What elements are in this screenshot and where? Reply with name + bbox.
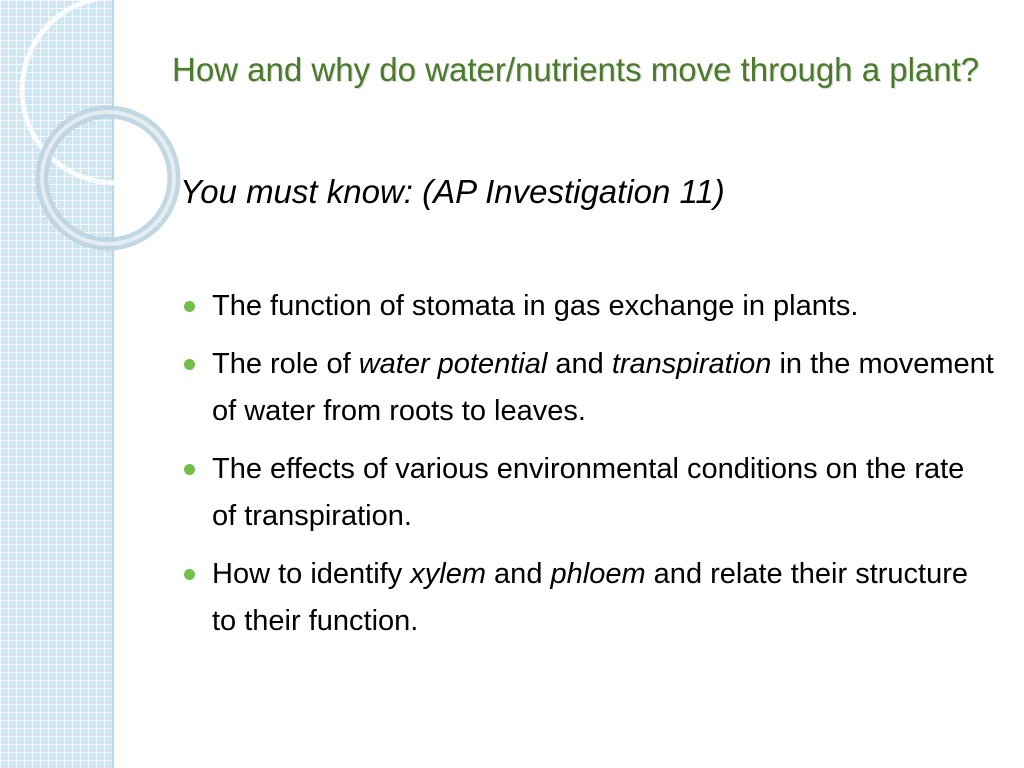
bullet-text-segment: in the movement of water from roots to leaves. [212, 348, 994, 427]
bullet-text [212, 290, 858, 322]
bullet-text-segment: and [547, 348, 612, 380]
bullet-text [212, 558, 968, 637]
bullet-text-segment: and relate their structure to their function. [212, 558, 969, 637]
bullet-dot-icon [184, 359, 195, 370]
bullet-item [184, 283, 994, 330]
bullet-text [212, 453, 964, 532]
bullet-item [184, 551, 994, 645]
bullet-item [184, 446, 994, 540]
bullet-text-segment: The function of stomata in gas exchange in plants. [212, 290, 859, 322]
bullet-dot-icon [184, 464, 195, 475]
bullet-dot-icon [184, 569, 195, 580]
bullet-list [184, 283, 994, 656]
bullet-text-segment: The role of [212, 348, 359, 380]
bullet-text [212, 348, 994, 427]
bullet-emphasis: phloem [550, 558, 646, 590]
bullet-emphasis: xylem [410, 558, 486, 590]
decorative-rings [0, 0, 200, 300]
slide-subtitle: You must know: (AP Investigation 11) [180, 173, 725, 210]
bullet-emphasis: water potential [358, 348, 548, 380]
bullet-item [184, 341, 994, 435]
bullet-emphasis: transpiration [611, 348, 772, 380]
bullet-dot-icon [184, 301, 195, 312]
decorative-ring-small-highlight [42, 112, 174, 244]
bullet-text-segment: The effects of various environmental conditions on the rate of transpiration. [212, 453, 965, 532]
bullet-text-segment: and [486, 558, 551, 590]
slide-title: How and why do water/nutrients move through a plant? [172, 51, 980, 88]
bullet-text-segment: How to identify [212, 558, 411, 590]
